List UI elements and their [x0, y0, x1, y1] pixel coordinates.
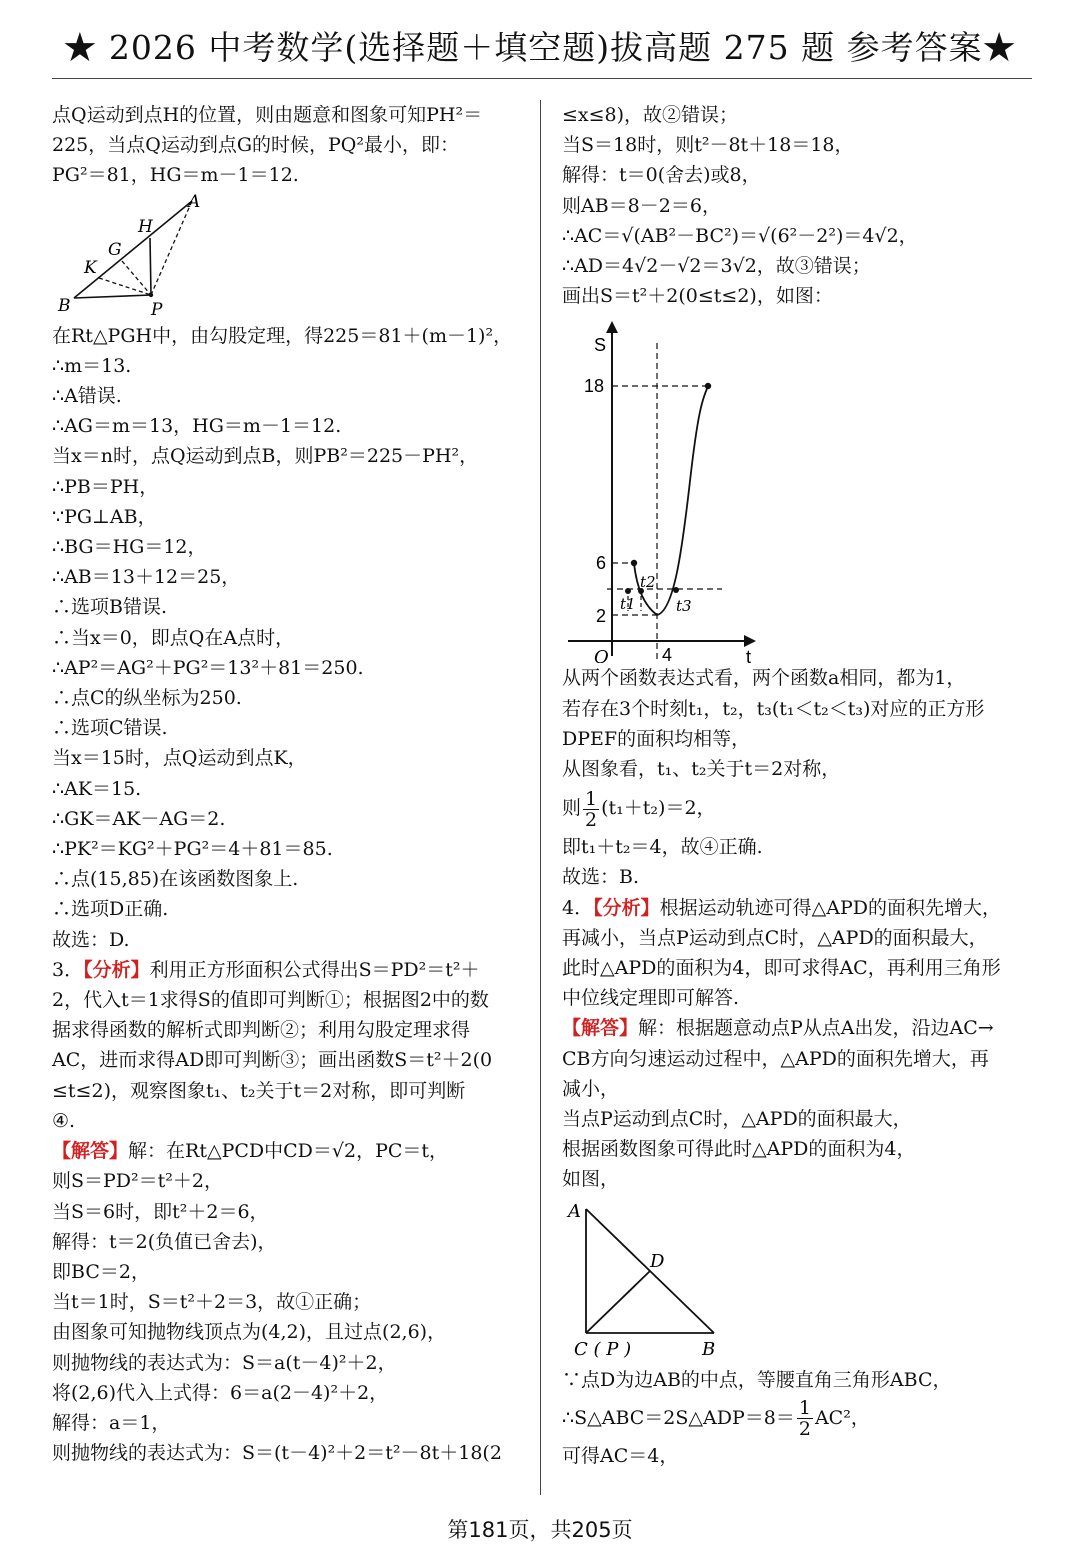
q3-solution-tag: 【解答】 [52, 1140, 129, 1163]
text-line: 当S＝6时，即t²＋2＝6， [52, 1200, 269, 1223]
right-lines-c [562, 832, 1034, 892]
text-line: 即BC＝2， [52, 1260, 150, 1283]
text-line: ∴AB＝13＋12＝25， [52, 566, 241, 589]
text-line: 225，当点Q运动到点G的时候，PQ²最小，即： [52, 134, 459, 157]
left-column [52, 100, 522, 1468]
graph-origin-label: O [594, 647, 609, 664]
text-line: 当点P运动到点C时，△APD的面积最大， [562, 1108, 912, 1131]
text-line: DPEF的面积均相等， [562, 727, 751, 750]
text-line: ∴m＝13. [52, 354, 132, 377]
text-line: ∴点C的纵坐标为250. [52, 687, 242, 710]
text-line: 根据函数图象可得此时△APD的面积为4， [562, 1138, 916, 1161]
graph-y2-label: 2 [596, 606, 607, 627]
text-line: 解得：t＝0(舍去)或8， [562, 164, 761, 187]
text-line: 则抛物线的表达式为：S＝(t－4)²＋2＝t²－8t＋18(2 [52, 1442, 502, 1465]
text-line: 解得：t＝2(负值已舍去)， [52, 1230, 277, 1253]
graph-t1-label: t1 [620, 595, 636, 614]
half-fraction-num: 1 [585, 787, 598, 810]
text-line: ∴GK＝AK－AG＝2. [52, 807, 226, 830]
q3-solution-line [52, 1136, 522, 1166]
text-line: ∴A错误. [52, 385, 122, 408]
text-line: 故选：B. [562, 866, 640, 889]
half-fraction [583, 789, 599, 830]
label-c-p: C ( P ) [574, 1338, 632, 1360]
text-line: PG²＝81，HG＝m－1＝12. [52, 164, 299, 187]
q4-analysis-tag: 【分析】 [593, 896, 660, 919]
column-divider [540, 100, 541, 1495]
label-b: B [58, 295, 71, 316]
label-p: P [151, 299, 163, 320]
half-eq-prefix: 则 [562, 797, 582, 820]
text-line: 将(2,6)代入上式得：6＝a(2－4)²＋2， [52, 1381, 389, 1404]
q4-solution-tag: 【解答】 [562, 1017, 639, 1040]
text-line: ∴AG＝m＝13，HG＝m－1＝12. [52, 415, 342, 438]
graph-t3-label: t3 [676, 597, 692, 616]
text-line: 当t＝1时，S＝t²＋2＝3，故①正确； [52, 1291, 372, 1314]
graph-y18-label: 18 [584, 376, 605, 397]
midpoint-line: ∵点D为边AB的中点，等腰直角三角形ABC， [562, 1368, 952, 1391]
text-line: ∴点(15,85)在该函数图象上. [52, 868, 299, 891]
text-line: AC，进而求得AD即可判断③；画出函数S＝t²＋2(0 [52, 1049, 493, 1072]
graph-s-axis-label: S [594, 335, 607, 356]
text-line: 故选：D. [52, 928, 130, 951]
text-line: 2，代入t＝1求得S的值即可判断①；根据图2中的数 [52, 989, 489, 1012]
graph-t2-label: t2 [640, 573, 656, 592]
graph-t-axis-label: t [746, 647, 752, 664]
text-line: 若存在3个时刻t₁，t₂，t₃(t₁＜t₂＜t₃)对应的正方形 [562, 697, 985, 720]
q3-analysis-tag: 【分析】 [83, 958, 150, 981]
text-line: 从两个函数表达式看，两个函数a相同，都为1， [562, 667, 966, 690]
text-line: ∴选项C错误. [52, 717, 168, 740]
right-lines-d [562, 923, 1034, 1014]
text-line: CB方向匀速运动过程中，△APD的面积先增大，再 [562, 1047, 989, 1070]
area-fraction-den: 2 [798, 1418, 811, 1441]
text-line: 如图， [562, 1168, 620, 1191]
text-line: 据求得函数的解析式即判断②；利用勾股定理求得 [52, 1019, 471, 1042]
label-a2: A [568, 1200, 581, 1222]
q4-analysis-line [562, 893, 1034, 923]
label-d: D [650, 1250, 665, 1272]
text-line: 再减小，当点P运动到点C时，△APD的面积最大， [562, 926, 988, 949]
left-lines-d [52, 1166, 522, 1468]
text-line: 解得：a＝1， [52, 1411, 171, 1434]
half-sum-equation [562, 784, 1034, 832]
half-eq-suffix: (t₁＋t₂)＝2， [601, 797, 716, 820]
text-line: ≤x≤8)，故②错误； [562, 104, 739, 126]
text-line: 减小， [562, 1077, 620, 1100]
figure-function-graph [562, 311, 782, 663]
text-line: 画出S＝t²＋2(0≤t≤2)，如图： [562, 285, 833, 308]
text-line: ∵PG⊥AB， [52, 505, 157, 528]
q3-solution-text: 解：在Rt△PCD中CD＝√2，PC＝t， [128, 1140, 449, 1163]
text-line: ∴选项B错误. [52, 596, 168, 619]
text-line: ④. [52, 1109, 76, 1132]
text-line: 则S＝PD²＝t²＋2， [52, 1170, 223, 1193]
text-line: ∴PB＝PH， [52, 475, 159, 498]
text-line: 当x＝15时，点Q运动到点K， [52, 747, 307, 770]
half-fraction-den: 2 [585, 808, 598, 831]
area-fraction-num: 1 [798, 1397, 811, 1420]
area-eq-suffix: AC²， [814, 1406, 870, 1429]
text-line: 即t₁＋t₂＝4，故④正确. [562, 836, 763, 859]
text-line: 中位线定理即可解答. [562, 987, 740, 1010]
text-line: 此时△APD的面积为4，即可求得AC，再利用三角形 [562, 957, 1001, 980]
text-line: ∴AC＝√(AB²－BC²)＝√(6²－2²)＝4√2， [562, 224, 918, 247]
text-line: 在Rt△PGH中，由勾股定理，得225＝81＋(m－1)²， [52, 324, 513, 347]
left-lines-c [52, 985, 522, 1136]
label-k: K [84, 257, 97, 278]
text-line: 当S＝18时，则t²－8t＋18＝18， [562, 134, 854, 157]
area-eq-prefix: ∴S△ABC＝2S△ADP＝8＝ [562, 1406, 795, 1429]
text-line: 从图象看，t₁、t₂关于t＝2对称， [562, 758, 841, 781]
figure-triangle-abp [52, 191, 232, 321]
label-h: H [138, 216, 153, 237]
text-line: ∴选项D正确. [52, 898, 169, 921]
text-line: ∴当x＝0，即点Q在A点时， [52, 626, 295, 649]
left-lines-a [52, 100, 522, 191]
right-lines-b [562, 663, 1034, 784]
page-footer: 第181页，共205页 [447, 1518, 633, 1542]
header-divider [52, 78, 1032, 79]
text-line: 则AB＝8－2＝6， [562, 194, 721, 217]
text-line: ∴BG＝HG＝12， [52, 536, 207, 559]
area-equation [562, 1395, 1034, 1441]
right-column [562, 100, 1034, 1471]
text-line: ∴AD＝4√2－√2＝3√2，故③错误； [562, 255, 871, 278]
q3-analysis-line [52, 955, 522, 985]
label-a: A [188, 191, 201, 212]
figure-triangle-abc [562, 1195, 732, 1365]
text-line: 点Q运动到点H的位置，则由题意和图象可知PH²＝ [52, 104, 483, 126]
text-line: ≤t≤2)，观察图象t₁、t₂关于t＝2对称，即可判断 [52, 1079, 466, 1102]
right-lines-e [562, 1044, 1034, 1195]
q4-solution-text: 解：根据题意动点P从点A出发，沿边AC→ [638, 1017, 994, 1040]
graph-x4-label: 4 [662, 645, 673, 664]
q4-analysis-text: 根据运动轨迹可得△APD的面积先增大， [659, 896, 1001, 919]
ac-result-line: 可得AC＝4， [562, 1444, 679, 1467]
text-line: ∴PK²＝KG²＋PG²＝4＋81＝85. [52, 838, 333, 861]
q3-number: 3． [52, 958, 84, 981]
page-header-title: ★ 2026 中考数学(选择题＋填空题)拔高题 275 题 参考答案★ [63, 28, 1017, 67]
text-line: ∴AK＝15. [52, 777, 142, 800]
label-b2: B [702, 1338, 716, 1360]
q3-analysis-text: 利用正方形面积公式得出S＝PD²＝t²＋ [149, 958, 480, 981]
text-line: ∴AP²＝AG²＋PG²＝13²＋81＝250. [52, 656, 364, 679]
label-g: G [108, 239, 122, 260]
text-line: 由图象可知抛物线顶点为(4,2)，且过点(2,6)， [52, 1321, 447, 1344]
right-lines-a [562, 100, 1034, 311]
q4-number: 4． [562, 896, 594, 919]
text-line: 当x＝n时，点Q运动到点B，则PB²＝225－PH²， [52, 445, 479, 468]
area-fraction [797, 1398, 813, 1439]
graph-y6-label: 6 [596, 553, 607, 574]
q4-solution-line [562, 1013, 1034, 1043]
left-lines-b [52, 321, 522, 955]
text-line: 则抛物线的表达式为：S＝a(t－4)²＋2， [52, 1351, 397, 1374]
